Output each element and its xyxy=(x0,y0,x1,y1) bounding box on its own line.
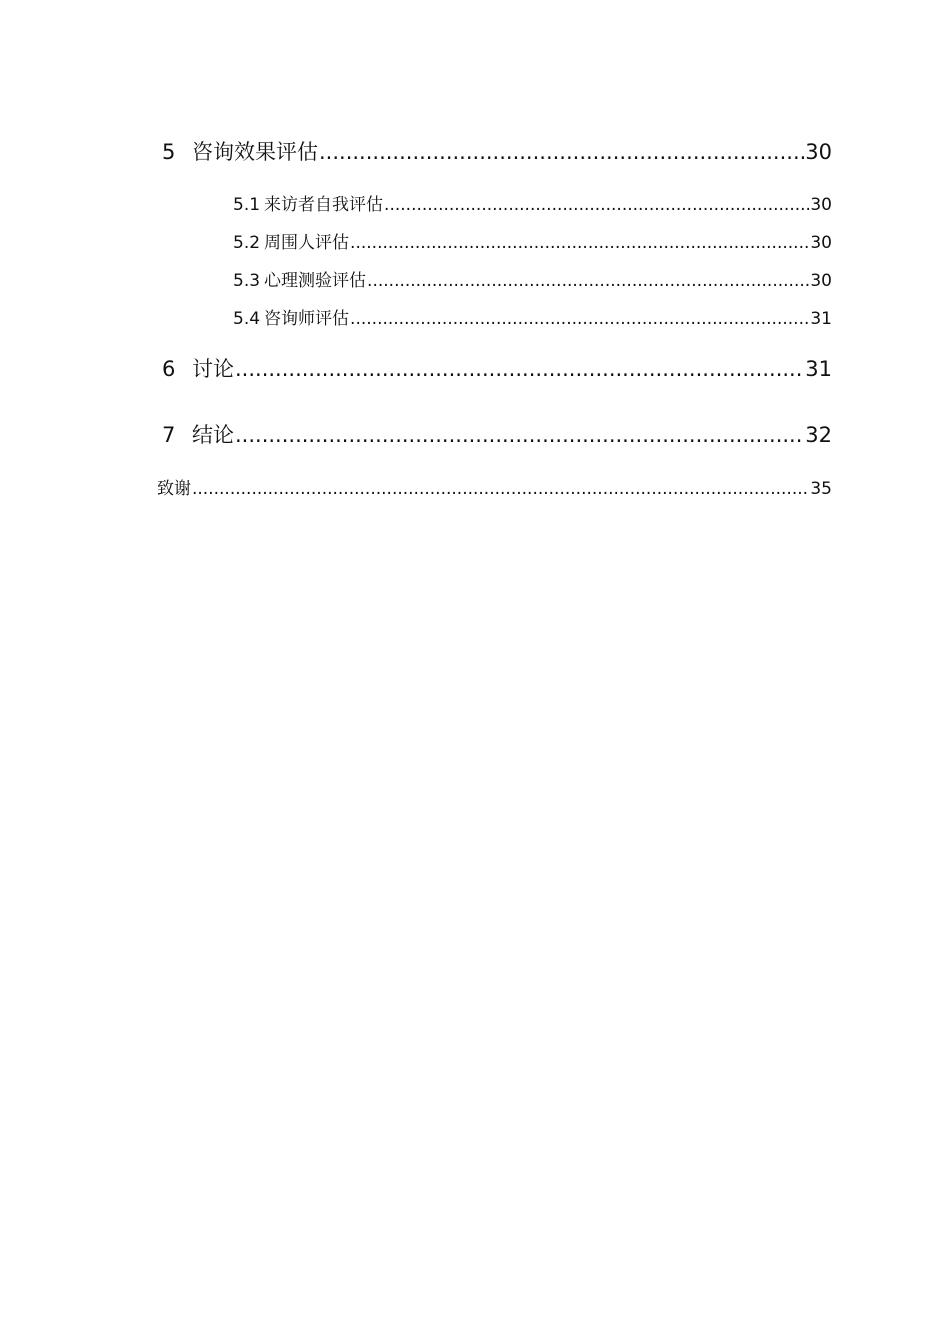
toc-entry-page: 30 xyxy=(805,140,832,164)
toc-entry-number: 5.4 xyxy=(233,309,261,329)
toc-entry-title: 致谢 xyxy=(157,479,191,499)
toc-entry-number: 5 xyxy=(162,140,176,164)
toc-dot-leader xyxy=(367,269,809,293)
toc-dot-leader xyxy=(235,355,804,383)
toc-entry-title: 来访者自我评估 xyxy=(264,195,384,215)
toc-entry-title: 周围人评估 xyxy=(264,233,350,253)
toc-entry-title: 心理测验评估 xyxy=(264,271,367,291)
toc-entry-title: 咨询师评估 xyxy=(264,309,350,329)
toc-entry-page: 31 xyxy=(805,357,832,381)
toc-entry-section-5-4[interactable] xyxy=(233,307,832,331)
toc-entry-chapter-5[interactable] xyxy=(162,138,832,166)
toc-entry-page: 32 xyxy=(805,423,832,447)
toc-entry-page: 30 xyxy=(810,271,832,291)
toc-dot-leader xyxy=(350,231,809,255)
toc-entry-page: 30 xyxy=(810,195,832,215)
toc-entry-section-5-2[interactable] xyxy=(233,231,832,255)
toc-entry-section-5-1[interactable] xyxy=(233,193,832,217)
toc-entry-section-5-3[interactable] xyxy=(233,269,832,293)
toc-dot-leader xyxy=(384,193,809,217)
toc-entry-number: 5.1 xyxy=(233,195,261,215)
toc-entry-page: 30 xyxy=(810,233,832,253)
toc-entry-title: 结论 xyxy=(192,423,234,447)
toc-entry-acknowledgements[interactable] xyxy=(157,477,832,501)
toc-entry-number: 5.2 xyxy=(233,233,261,253)
toc-dot-leader xyxy=(319,138,804,166)
toc-entry-chapter-7[interactable] xyxy=(162,421,832,449)
toc-entry-number: 6 xyxy=(162,357,176,381)
toc-entry-page: 35 xyxy=(810,479,832,499)
toc-entry-number: 5.3 xyxy=(233,271,261,291)
toc-entry-number: 7 xyxy=(162,423,176,447)
toc-dot-leader xyxy=(192,477,809,501)
toc-dot-leader xyxy=(235,421,804,449)
toc-entry-page: 31 xyxy=(810,309,832,329)
toc-entry-chapter-6[interactable] xyxy=(162,355,832,383)
toc-entry-title: 咨询效果评估 xyxy=(192,140,318,164)
toc-entry-title: 讨论 xyxy=(192,357,234,381)
toc-dot-leader xyxy=(350,307,809,331)
